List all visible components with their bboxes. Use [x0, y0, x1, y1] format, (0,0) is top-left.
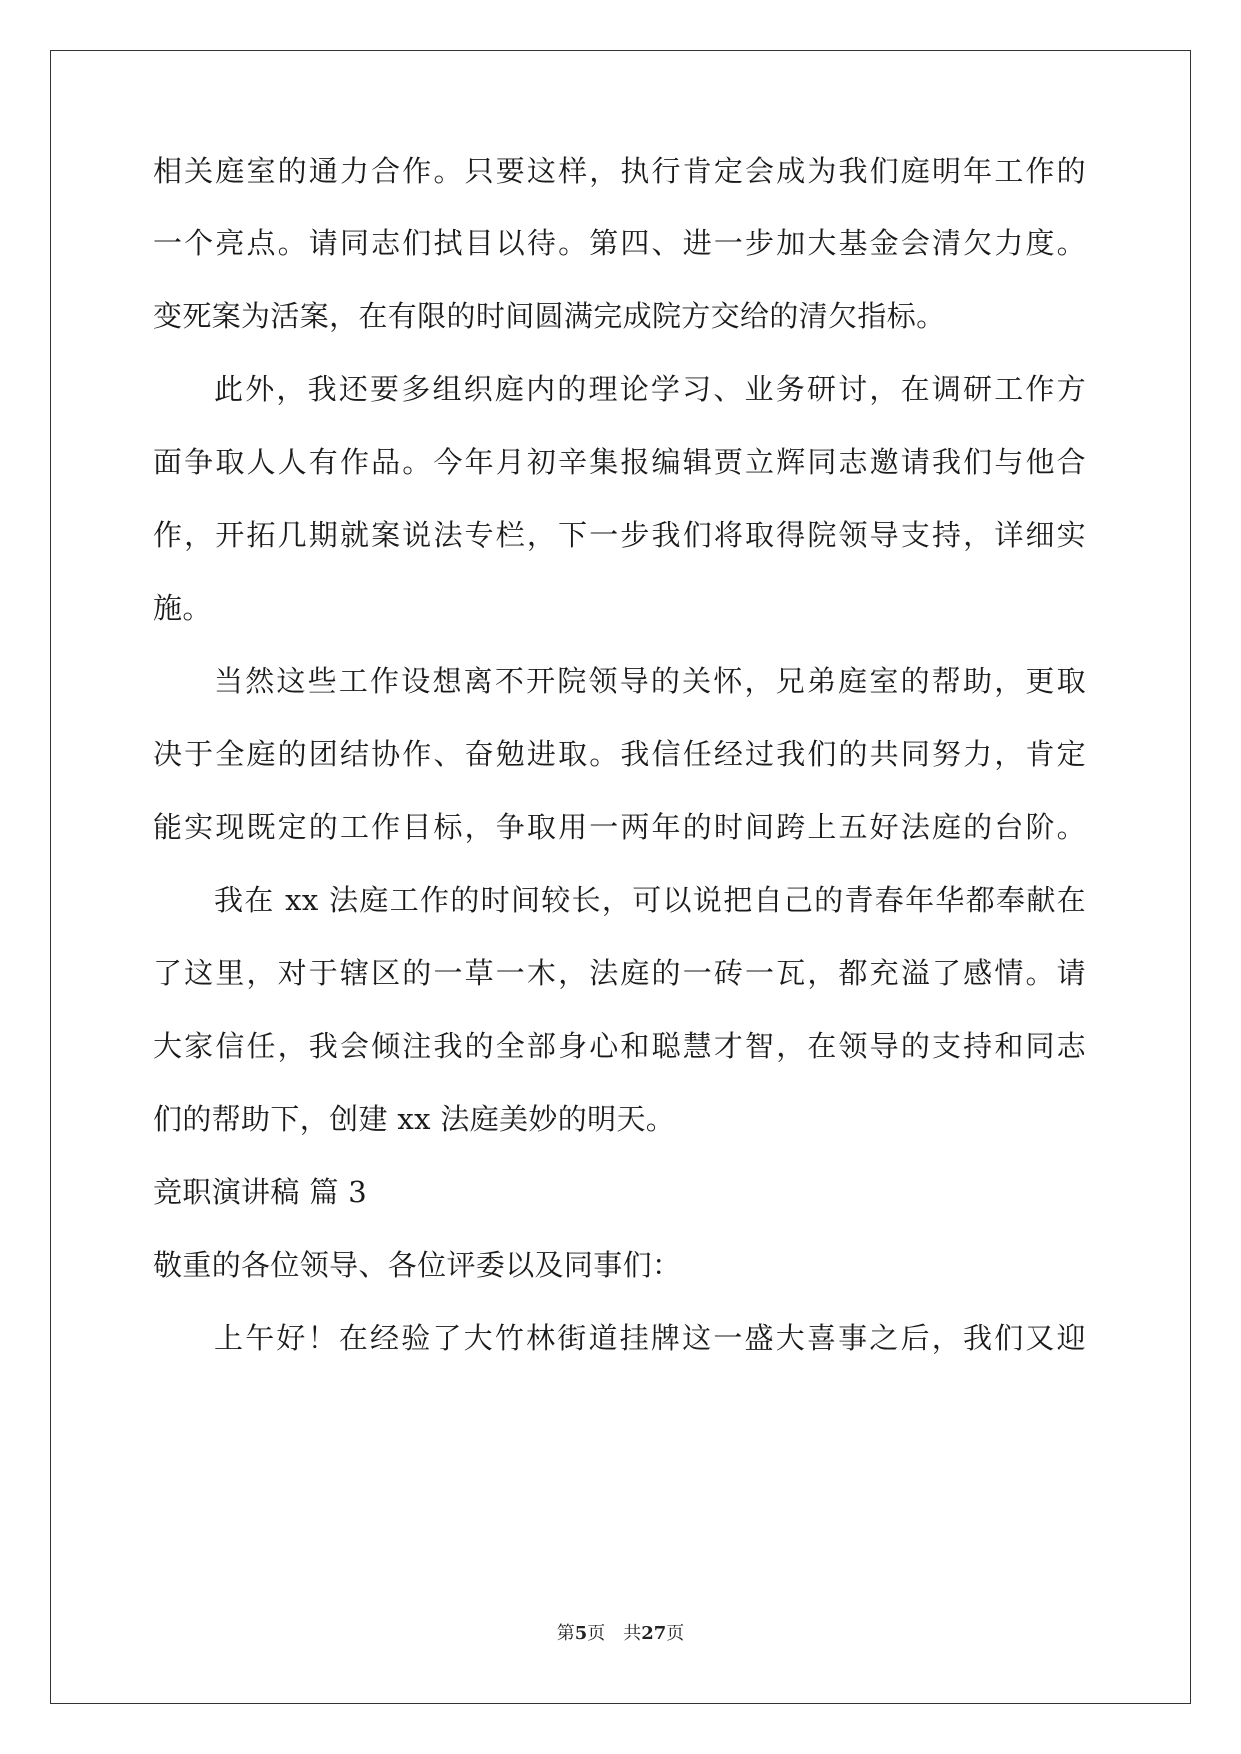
- text-line: 决于全庭的团结协作、奋勉进取。我信任经过我们的共同努力，肯定: [153, 737, 1086, 771]
- text-line: 了这里，对于辖区的一草一木，法庭的一砖一瓦，都充溢了感情。请: [153, 956, 1086, 990]
- total-suffix: 页: [666, 1623, 685, 1644]
- salutation: 敬重的各位领导、各位评委以及同事们：: [153, 1248, 682, 1282]
- text-line: 能实现既定的工作目标，争取用一两年的时间跨上五好法庭的台阶。: [153, 810, 1086, 844]
- section-heading: 竞职演讲稿 篇 3: [153, 1175, 368, 1209]
- paragraph-first-line: 我在 xx 法庭工作的时间较长，可以说把自己的青春年华都奉献在: [214, 883, 1086, 917]
- text-line: 大家信任，我会倾注我的全部身心和聪慧才智，在领导的支持和同志: [153, 1029, 1086, 1063]
- text-line: 们的帮助下，创建 xx 法庭美妙的明天。: [153, 1102, 676, 1136]
- text-line: 施。: [153, 591, 212, 625]
- paragraph-first-line: 当然这些工作设想离不开院领导的关怀，兄弟庭室的帮助，更取: [214, 664, 1086, 698]
- page-prefix: 第: [556, 1623, 575, 1644]
- text-line: 一个亮点。请同志们拭目以待。第四、进一步加大基金会清欠力度。: [153, 226, 1086, 260]
- text-line: 变死案为活案，在有限的时间圆满完成院方交给的清欠指标。: [153, 299, 946, 333]
- page-number: 5: [574, 1623, 588, 1644]
- total-prefix: 共: [623, 1623, 642, 1644]
- text-line: 相关庭室的通力合作。只要这样，执行肯定会成为我们庭明年工作的: [153, 154, 1086, 188]
- paragraph-first-line: 上午好！在经验了大竹林街道挂牌这一盛大喜事之后，我们又迎: [214, 1321, 1086, 1355]
- text-line: 作，开拓几期就案说法专栏，下一步我们将取得院领导支持，详细实: [153, 518, 1086, 552]
- paragraph-first-line: 此外，我还要多组织庭内的理论学习、业务研讨，在调研工作方: [214, 372, 1086, 406]
- page-footer: [0, 1622, 1241, 1646]
- total-pages: 27: [641, 1623, 667, 1644]
- page-suffix: 页: [587, 1623, 606, 1644]
- text-line: 面争取人人有作品。今年月初辛集报编辑贾立辉同志邀请我们与他合: [153, 445, 1086, 479]
